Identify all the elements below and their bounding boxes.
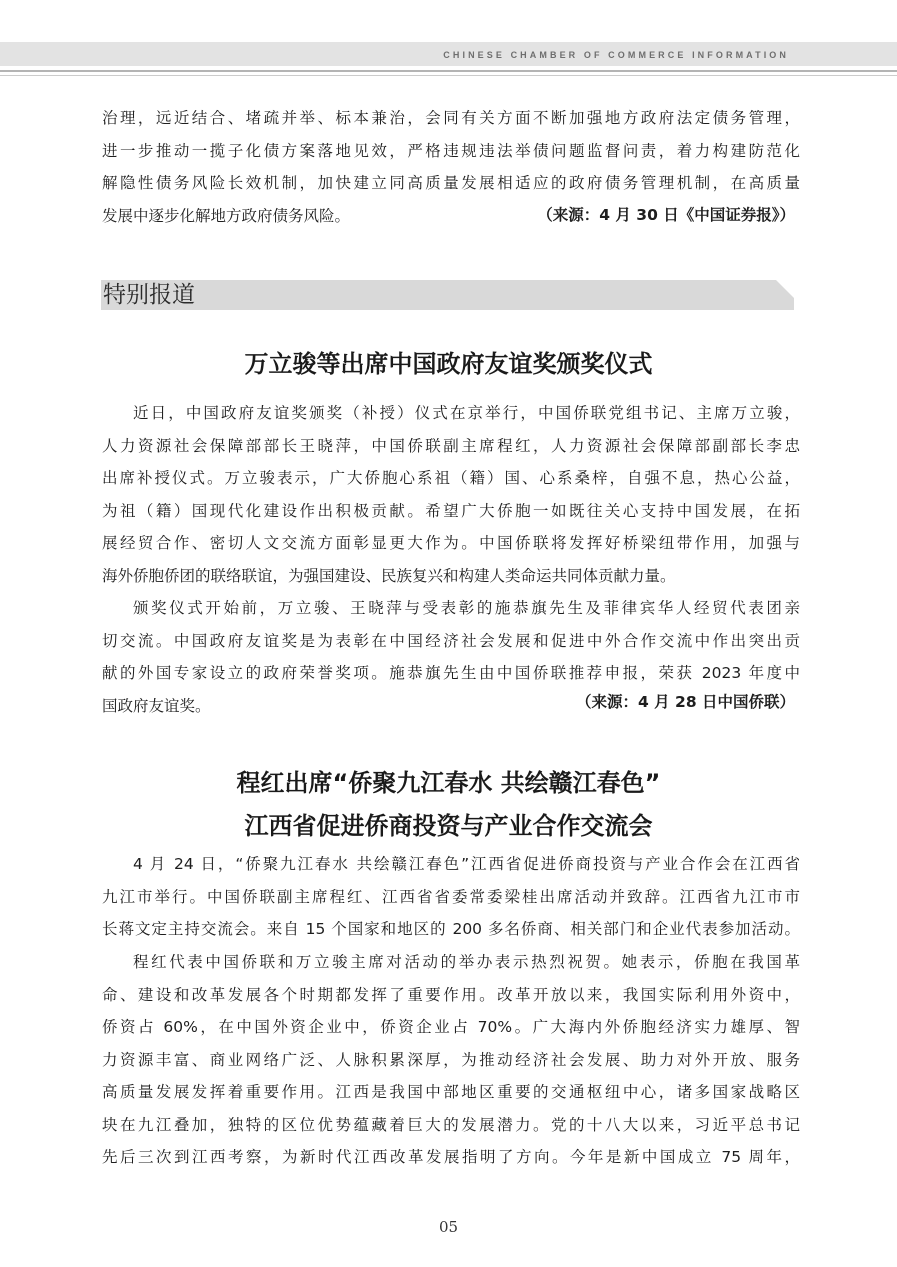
text-line: 块在九江叠加，独特的区位优势蕴藏着巨大的发展潜力。党的十八大以来，习近平总书记 xyxy=(102,1115,800,1134)
text-line: 近日，中国政府友谊奖颁奖（补授）仪式在京举行，中国侨联党组书记、主席万立骏， xyxy=(133,404,800,422)
text-line: 展经贸合作、密切人文交流方面彰显更大作为。中国侨联将发挥好桥梁纽带作用，加强与 xyxy=(102,534,800,552)
section-bar xyxy=(101,280,794,310)
text-line: 高质量发展发挥着重要作用。江西是我国中部地区重要的交通枢纽中心，诸多国家战略区 xyxy=(102,1083,800,1101)
text-line: 力资源丰富、商业网络广泛、人脉积累深厚，为推动经济社会发展、助力对外开放、服务 xyxy=(102,1050,800,1069)
text-line: 先后三次到江西考察，为新时代江西改革发展指明了方向。今年是新中国成立 75 周年， xyxy=(102,1148,800,1166)
text-line: 治理，远近结合、堵疏并举、标本兼治，会同有关方面不断加强地方政府法定债务管理， xyxy=(102,109,800,127)
text-line: 发展中逐步化解地方政府债务风险。 xyxy=(102,206,351,225)
text-line: 程红代表中国侨联和万立骏主席对活动的举办表示热烈祝贺。她表示，侨胞在我国革 xyxy=(133,953,800,971)
text-line: 颁奖仪式开始前，万立骏、王晓萍与受表彰的施恭旗先生及菲律宾华人经贸代表团亲 xyxy=(133,599,800,617)
text-line: 解隐性债务风险长效机制，加快建立同高质量发展相适应的政府债务管理机制，在高质量 xyxy=(102,174,800,192)
section-title: 特别报道 xyxy=(103,282,195,308)
text-line: 国政府友谊奖。 xyxy=(102,696,211,715)
article1-source: （来源：4 月 28 日中国侨联） xyxy=(575,693,795,711)
text-line: 海外侨胞侨团的联络联谊，为强国建设、民族复兴和构建人类命运共同体贡献力量。 xyxy=(102,566,676,585)
article1-title: 万立骏等出席中国政府友谊奖颁奖仪式 xyxy=(244,350,653,378)
text-line: 人力资源社会保障部部长王晓萍，中国侨联副主席程红，人力资源社会保障部副部长李忠 xyxy=(102,436,800,455)
text-line: 献的外国专家设立的政府荣誉奖项。施恭旗先生由中国侨联推荐申报，荣获 2023 年度中 xyxy=(102,664,800,682)
article2-title-line2: 江西省促进侨商投资与产业合作交流会 xyxy=(244,812,653,840)
article2-paragraph-1 xyxy=(102,848,800,946)
text-line: 4 月 24 日，“侨聚九江春水 共绘赣江春色”江西省促进侨商投资与产业合作会在江西省 xyxy=(133,855,800,873)
header-divider-thin xyxy=(0,75,897,76)
text-line: 长蒋文定主持交流会。来自 15 个国家和地区的 200 多名侨商、相关部门和企业代表参加活动。 xyxy=(102,920,800,938)
text-line: 九江市举行。中国侨联副主席程红、江西省省委常委梁桂出席活动并致辞。江西省九江市市 xyxy=(102,887,800,906)
text-line: 侨资占 60%，在中国外资企业中，侨资企业占 70%。广大海内外侨胞经济实力雄厚、智 xyxy=(102,1018,800,1036)
article2-paragraph-2 xyxy=(102,946,800,1174)
text-line: 为祖（籍）国现代化建设作出积极贡献。希望广大侨胞一如既往关心支持中国发展，在拓 xyxy=(102,501,800,520)
intro-source: （来源：4 月 30 日《中国证券报》） xyxy=(537,206,795,224)
article1-paragraph-1 xyxy=(102,397,800,592)
publication-header: CHINESE CHAMBER OF COMMERCE INFORMATION xyxy=(443,50,789,60)
text-line: 切交流。中国政府友谊奖是为表彰在中国经济社会发展和促进中外合作交流中作出突出贡 xyxy=(102,631,800,650)
header-divider xyxy=(0,70,897,72)
text-line: 命、建设和改革发展各个时期都发挥了重要作用。改革开放以来，我国实际利用外资中， xyxy=(102,985,800,1004)
text-line: 进一步推动一揽子化债方案落地见效，严格违规违法举债问题监督问责，着力构建防范化 xyxy=(102,141,800,160)
text-line: 出席补授仪式。万立骏表示，广大侨胞心系祖（籍）国、心系桑梓，自强不息，热心公益， xyxy=(102,469,800,487)
page-number: 05 xyxy=(438,1218,459,1236)
article2-title-line1: 程红出席“侨聚九江春水 共绘赣江春色” xyxy=(236,769,661,797)
